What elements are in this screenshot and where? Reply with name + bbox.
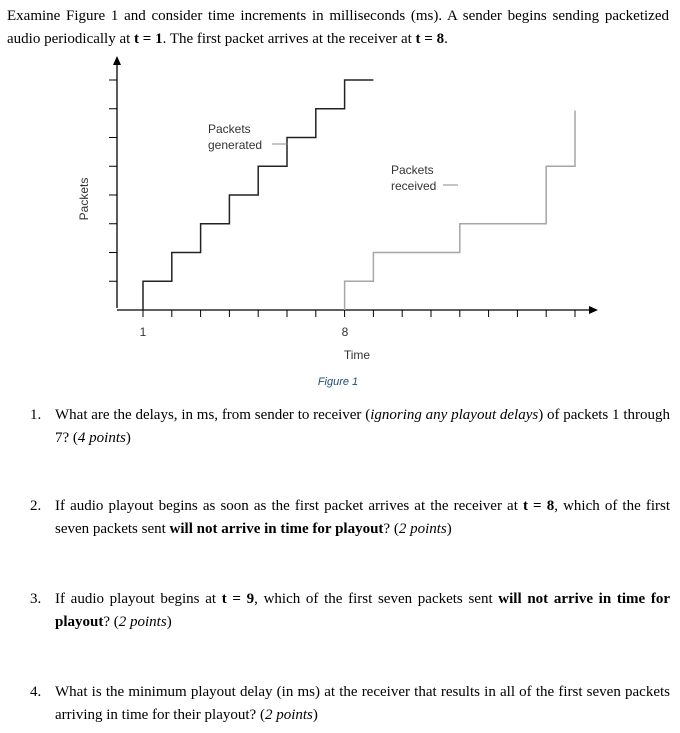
question-3 xyxy=(30,588,670,634)
question-2-text xyxy=(55,495,670,541)
question-4-number: 4. xyxy=(30,684,42,700)
question-1-text xyxy=(55,404,670,450)
q3-part-b: , which of the first seven packets sent xyxy=(254,591,499,607)
received-label-line-1: Packets xyxy=(391,163,434,177)
y-axis-arrow xyxy=(113,56,121,65)
question-1-number: 1. xyxy=(30,407,42,423)
q4-points: 2 points xyxy=(264,707,313,723)
generated-label-line-1: Packets xyxy=(208,122,251,136)
x-tick-label-1: 1 xyxy=(139,325,147,339)
q2-part-b: , which of the first seven packets sent xyxy=(55,498,670,537)
question-3-text xyxy=(55,588,670,634)
q1-part-b: ignoring any playout delays xyxy=(370,407,539,423)
q2-part-f: ) xyxy=(446,521,452,537)
intro-paragraph xyxy=(7,5,669,51)
x-tick-label-8: 8 xyxy=(341,325,349,339)
q1-part-c: ) of packets 1 through 7? ( xyxy=(55,407,670,446)
x-axis-arrow xyxy=(589,306,598,314)
q2-part-d: ? ( xyxy=(383,521,399,537)
q2-points: 2 points xyxy=(398,521,447,537)
q2-part-a: If audio playout begins as soon as the first packet arrives at the receiver at xyxy=(55,498,523,514)
x-axis-label: Time xyxy=(343,348,371,362)
x-ticks xyxy=(143,310,575,317)
question-2-number: 2. xyxy=(30,498,42,514)
question-4 xyxy=(30,681,670,727)
q1-points: 4 points xyxy=(77,430,126,446)
q3-part-d: ? ( xyxy=(103,614,119,630)
figure-1 xyxy=(0,50,680,370)
q1-part-e: ) xyxy=(125,430,131,446)
y-axis-label: Packets xyxy=(77,177,91,221)
question-4-text xyxy=(55,681,670,727)
packets-received-line xyxy=(345,111,575,311)
q2-time: t = 8 xyxy=(522,498,555,514)
q3-part-c: will not arrive in time for playout xyxy=(55,591,671,630)
q3-time: t = 9 xyxy=(221,591,255,607)
y-ticks xyxy=(109,80,117,281)
received-label-line-2: received xyxy=(391,179,437,193)
intro-t1: t = 1 xyxy=(134,31,163,47)
q3-points: 2 points xyxy=(118,614,167,630)
question-3-number: 3. xyxy=(30,591,42,607)
intro-text-2: . The first packet arrives at the receiver at xyxy=(162,31,416,47)
figure-caption: Figure 1 xyxy=(317,376,359,388)
intro-text-1: Examine Figure 1 and consider time increments in milliseconds (ms). A sender begins sending packetized audio periodically at xyxy=(7,8,669,47)
generated-label-line-2: generated xyxy=(208,138,263,152)
q3-part-f: ) xyxy=(166,614,172,630)
q4-part-c: ) xyxy=(312,707,318,723)
packets-generated-line xyxy=(143,80,373,310)
question-1 xyxy=(30,404,670,450)
question-2 xyxy=(30,495,670,541)
q2-part-c: will not arrive in time for playout xyxy=(169,521,384,537)
q4-part-a: What is the minimum playout delay (in ms) at the receiver that results in all of the first seven packets arriving in time for their playout? ( xyxy=(55,684,670,723)
q3-part-a: If audio playout begins at xyxy=(55,591,222,607)
packet-timing-chart xyxy=(0,50,680,370)
q1-part-a: What are the delays, in ms, from sender to receiver ( xyxy=(55,407,371,423)
intro-text-3: . xyxy=(444,31,448,47)
intro-t8: t = 8 xyxy=(415,31,445,47)
